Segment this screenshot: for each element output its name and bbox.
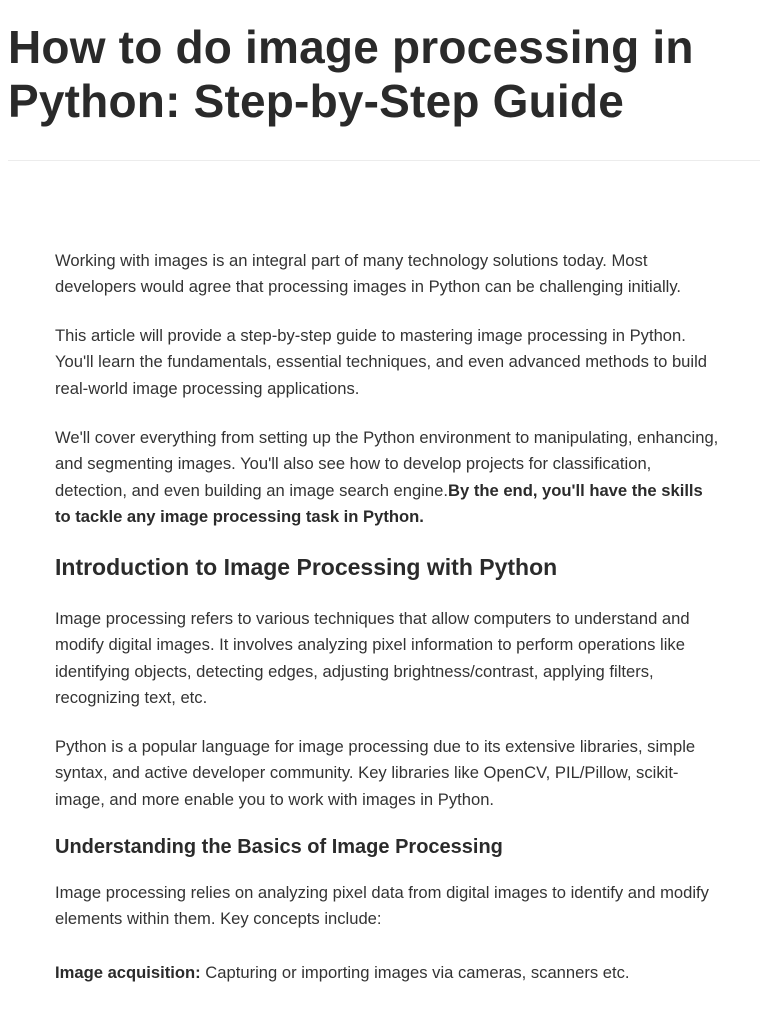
intro-paragraph-1: Working with images is an integral part of many technology solutions today. Most developers would agree that processing images in Python can be challenging initially.	[55, 251, 682, 297]
intro-paragraph-3	[55, 425, 720, 530]
section-heading-introduction: Introduction to Image Processing with Python	[55, 554, 558, 580]
page-title: How to do image processing in Python: Step-by-Step Guide	[8, 21, 694, 127]
article-header	[8, 20, 760, 128]
intro-paragraph-3-text: We'll cover everything from setting up the Python environment to manipulating, enhancing, and segmenting images. You'll also see how to develop projects for classification, detection, and even building an image search engine.	[55, 428, 719, 500]
intro-paragraph-2: This article will provide a step-by-step guide to mastering image processing in Python. You'll learn the fundamentals, essential techniques, and even advanced methods to build real-world image processing applications.	[55, 326, 708, 398]
header-divider	[8, 160, 760, 161]
section1-paragraph-1: Image processing refers to various techniques that allow computers to understand and modify digital images. It involves analyzing pixel information to perform operations like identifying objects, detecting edges, adjusting brightness/contrast, applying filters, recognizing text, etc.	[55, 609, 690, 707]
concept-description: Capturing or importing images via cameras, scanners etc.	[200, 963, 630, 982]
section-heading-basics: Understanding the Basics of Image Processing	[55, 836, 503, 858]
section2-paragraph: Image processing relies on analyzing pixel data from digital images to identify and modify elements within them. Key concepts include:	[55, 883, 709, 929]
concept-item-image-acquisition	[55, 960, 630, 986]
concept-term: Image acquisition:	[55, 963, 201, 982]
intro-paragraph-3-bold: By the end, you'll have the skills to tackle any image processing task in Python.	[55, 480, 703, 526]
section1-paragraph-2: Python is a popular language for image processing due to its extensive libraries, simple syntax, and active developer community. Key libraries like OpenCV, PIL/Pillow, scikit-image, and more enable you to work with images in Python.	[55, 737, 696, 809]
